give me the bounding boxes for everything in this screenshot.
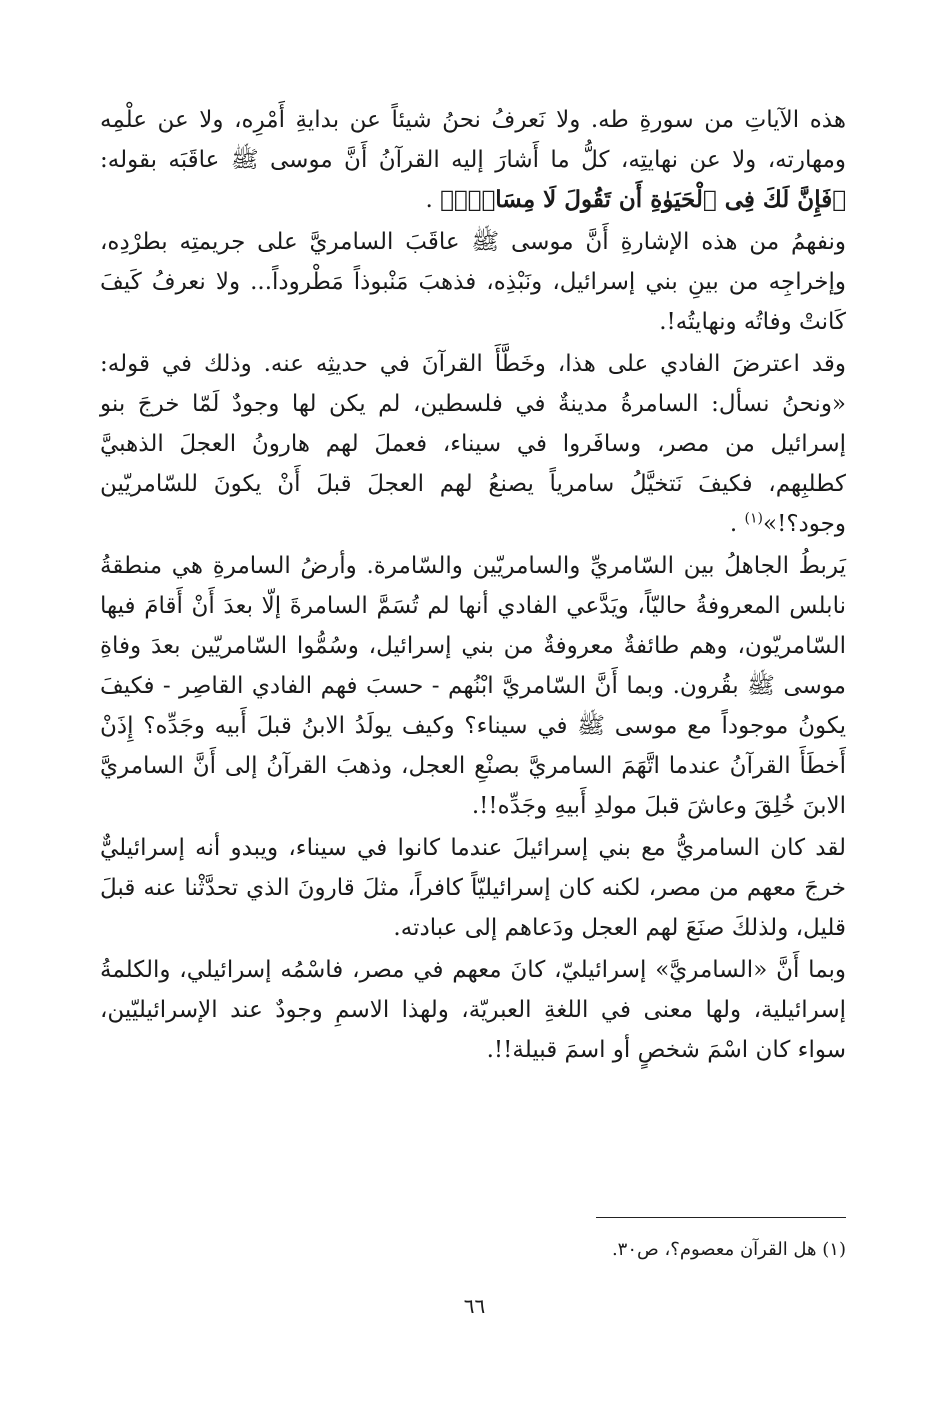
paragraph-5: لقد كان السامريُّ مع بني إسرائيلَ عندما كانوا في سيناء، ويبدو أنه إسرائيليٌّ خرجَ معهم من مصر، لكنه كان إسرائيليّاً كافراً، مثلَ قارونَ الذي تحدَّثْنا عنه قبلَ قليل، ولذلكَ صنَعَ لهم العجل ودَعاهم إلى عبادته.: [100, 835, 846, 941]
paragraph-2: ونفهمُ من هذه الإشارةِ أَنَّ موسى ﷺ عاقَبَ السامريَّ على جريمتِه بطرْدِه، وإخراجِه من بينِ بني إسرائيل، ونَبْذِه، فذهبَ مَنْبوذاً مَطْروداً... ولا نعرفُ كَيفَ كَانتْ وفاتُه ونهايتُه!.: [100, 229, 847, 335]
page-number: ٦٦: [463, 1294, 486, 1318]
footnote: (١) هل القرآن معصوم؟، ص٣٠.: [611, 1239, 846, 1260]
page-body: [100, 100, 846, 1070]
paragraph-3-end: .: [729, 511, 738, 537]
footnote-divider: [596, 1217, 846, 1218]
footnote-reference[interactable]: (١): [744, 510, 764, 527]
quran-verse: ﴿فَإِنَّ لَكَ فِى ٱلْحَيَوٰةِ أَن تَقُولَ لَا مِسَاسَۖ﴾: [440, 186, 846, 213]
paragraph-3: [100, 344, 846, 544]
paragraph-4: يَربطُ الجاهلُ بين السّامريِّ والسامريّين والسّامرة. وأرضُ السامرةِ هي منطقةُ نابلس المعروفةُ حاليّاً، ويَدَّعي الفادي أنها لم تُسَمَّ السامرةَ إلّا بعدَ أَنْ أَقامَ فيها السّامريّون، وهم طائفةٌ معروفةٌ من بني إسرائيل، وسُمُّوا السّامريّين بعدَ وفاةِ موسى ﷺ بقُرون. وبما أَنَّ السّامريَّ ابْنُهم - حسبَ فهم الفادي القاصِر - فكيفَ يكونُ موجوداً مع موسى ﷺ في سيناء؟ وكيف يولَدُ الابنُ قبلَ أَبيه وجَدِّه؟ إِذَنْ أَخطَأَ القرآنُ عندما اتَّهَمَ السامريَّ بصنْعِ العجل، وذهبَ القرآنُ إلى أَنَّ السامريَّ الابنَ خُلِقَ وعاشَ قبلَ مولدِ أَبيهِ وجَدِّه!!.: [100, 553, 846, 819]
paragraph-1-text: هذه الآياتِ من سورةِ طه. ولا نَعرفُ نحنُ شيئاً عن بدايةِ أَمْرِه، ولا عن علْمِه ومهارته، ولا عن نهايتِه، كلُّ ما أَشارَ إليه القرآنُ أَنَّ موسى ﷺ عاقَبَه بقوله:: [100, 107, 846, 173]
paragraph-1: [100, 100, 846, 220]
paragraph-6: وبما أَنَّ «السامريَّ» إسرائيليّ، كانَ معهم في مصر، فاسْمُه إسرائيلي، والكلمةُ إسرائيلية، ولها معنى في اللغةِ العبريّة، ولهذا الاسمِ وجودٌ عند الإسرائيليّين، سواء كان اسْمَ شخصٍ أو اسمَ قبيلة!!.: [100, 957, 846, 1063]
paragraph-3-text: وقد اعترضَ الفادي على هذا، وخَطَّأَ القرآنَ في حديثِه عنه. وذلك في قوله: «ونحنُ نسأل: السامرةُ مدينةٌ في فلسطين، لم يكن لها وجودٌ لَمّا خرجَ بنو إسرائيل من مصر، وسافَروا في سيناء، فعملَ لهم هارونُ العجلَ الذهبيَّ كطلبِهم، فكيفَ نَتخيَّلُ سامرياً يصنعُ لهم العجلَ قبلَ أَنْ يكونَ للسّامريّين وجود؟!»: [100, 351, 846, 537]
paragraph-1-end: .: [425, 187, 433, 213]
